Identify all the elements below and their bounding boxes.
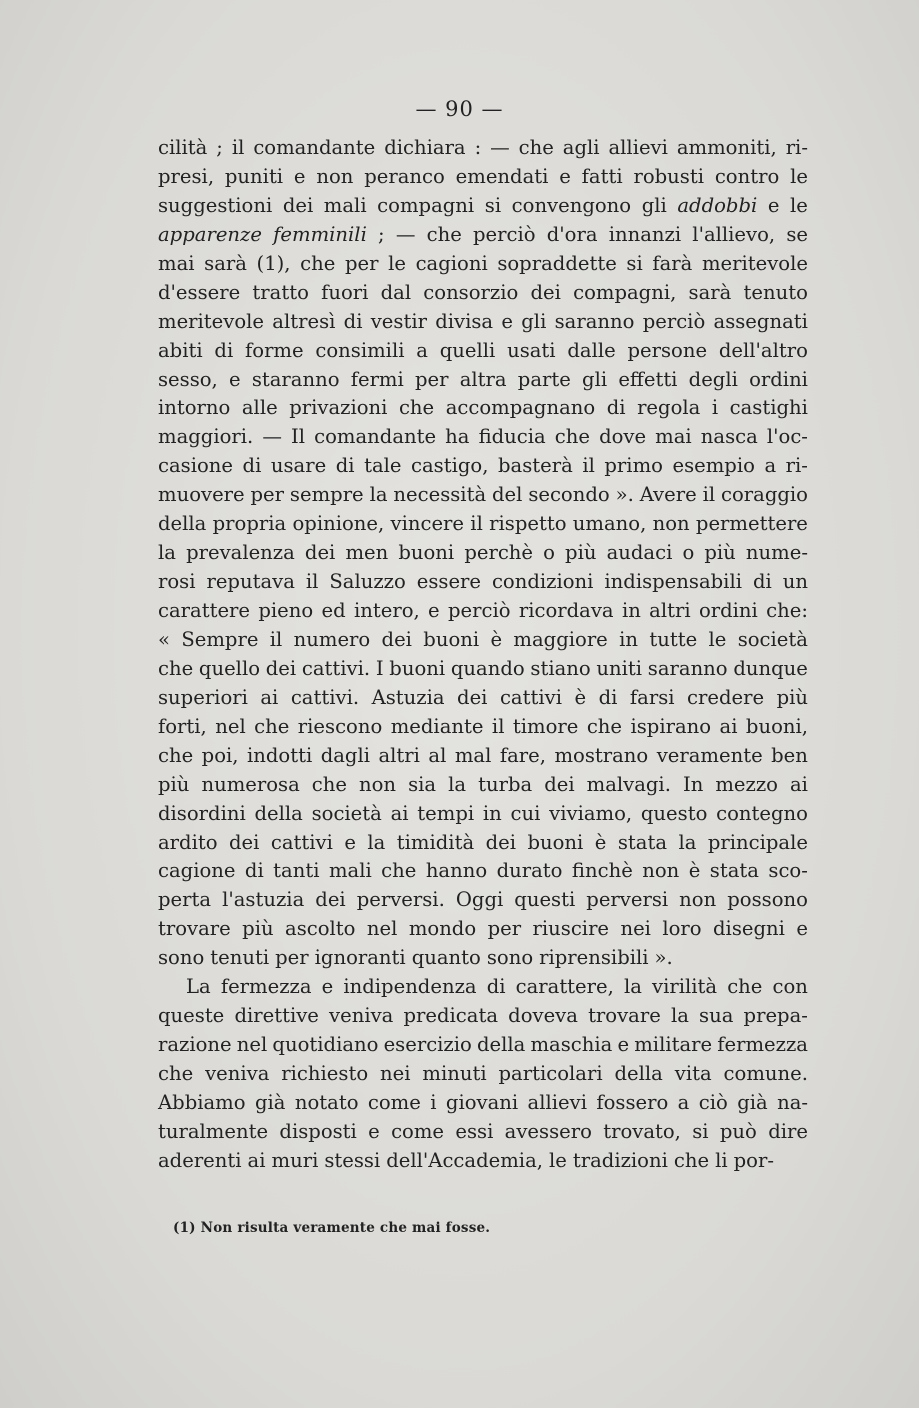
text-line: meritevole altresì di vestir divisa e gli saranno perciò assegnati bbox=[158, 309, 808, 333]
text-line: La fermezza e indipendenza di carattere, la virilità che con bbox=[186, 975, 808, 999]
text-line: suggestioni dei mali compagni si convengono gli addobbi e le bbox=[158, 193, 808, 217]
text-line: forti, nel che riescono mediante il timore che ispirano ai buoni, bbox=[158, 714, 808, 738]
text-line: presi, puniti e non peranco emendati e fatti robusti contro le bbox=[158, 164, 808, 188]
text-line: sono tenuti per ignoranti quanto sono riprensibili ». bbox=[158, 946, 673, 970]
text-line: rosi reputava il Saluzzo essere condizioni indispensabili di un bbox=[158, 570, 808, 594]
text-line: d'essere tratto fuori dal consorzio dei compagni, sarà tenuto bbox=[158, 280, 808, 304]
text-line: ardito dei cattivi e la timidità dei buoni è stata la principale bbox=[158, 830, 808, 854]
text-line: disordini della società ai tempi in cui viviamo, questo contegno bbox=[158, 801, 808, 825]
text-line: Abbiamo già notato come i giovani allievi fossero a ciò già na- bbox=[158, 1090, 808, 1114]
text-line: che veniva richiesto nei minuti particolari della vita comune. bbox=[158, 1062, 808, 1085]
text-line: maggiori. — Il comandante ha fiducia che dove mai nasca l'oc- bbox=[158, 425, 808, 449]
text-line: muovere per sempre la necessità del secondo ». Avere il coraggio bbox=[158, 483, 808, 507]
page-number: — 90 — bbox=[415, 97, 504, 121]
text-line: superiori ai cattivi. Astuzia dei cattivi è di farsi credere più bbox=[158, 685, 808, 709]
text-line: carattere pieno ed intero, e perciò ricordava in altri ordini che: bbox=[158, 599, 808, 622]
text-line: razione nel quotidiano esercizio della maschia e militare fermezza bbox=[158, 1033, 808, 1057]
body-text bbox=[158, 134, 808, 1176]
text-line: la prevalenza dei men buoni perchè o più audaci o più nume- bbox=[158, 541, 808, 565]
text-line: trovare più ascolto nel mondo per riuscire nei loro disegni e bbox=[158, 917, 808, 941]
text-line: « Sempre il numero dei buoni è maggiore in tutte le società bbox=[158, 627, 808, 651]
text-line: che quello dei cattivi. I buoni quando stiano uniti saranno dunque bbox=[158, 656, 808, 680]
text-line: aderenti ai muri stessi dell'Accademia, le tradizioni che li por- bbox=[158, 1148, 774, 1172]
text-line: intorno alle privazioni che accompagnano di regola i castighi bbox=[158, 396, 808, 420]
text-line: cagione di tanti mali che hanno durato finchè non è stata sco- bbox=[158, 859, 808, 883]
text-line: più numerosa che non sia la turba dei malvagi. In mezzo ai bbox=[158, 772, 808, 796]
text-line: casione di usare di tale castigo, basterà il primo esempio a ri- bbox=[158, 454, 808, 478]
text-line: turalmente disposti e come essi avessero trovato, si può dire bbox=[158, 1119, 808, 1143]
text-line: cilità ; il comandante dichiara : — che agli allievi ammoniti, ri- bbox=[158, 136, 808, 159]
text-line: della propria opinione, vincere il rispetto umano, non permettere bbox=[158, 512, 808, 536]
text-line: perta l'astuzia dei perversi. Oggi questi perversi non possono bbox=[158, 888, 808, 912]
text-line: abiti di forme consimili a quelli usati dalle persone dell'altro bbox=[158, 338, 808, 362]
text-line: mai sarà (1), che per le cagioni sopraddette si farà meritevole bbox=[158, 251, 808, 275]
text-line: apparenze femminili ; — che perciò d'ora innanzi l'allievo, se bbox=[158, 222, 808, 246]
text-line: queste direttive veniva predicata doveva trovare la sua prepa- bbox=[158, 1004, 808, 1028]
text-line: sesso, e staranno fermi per altra parte gli effetti degli ordini bbox=[158, 367, 808, 391]
text-line: che poi, indotti dagli altri al mal fare, mostrano veramente ben bbox=[158, 743, 808, 767]
footnote: (1) Non risulta veramente che mai fosse. bbox=[173, 1220, 491, 1236]
